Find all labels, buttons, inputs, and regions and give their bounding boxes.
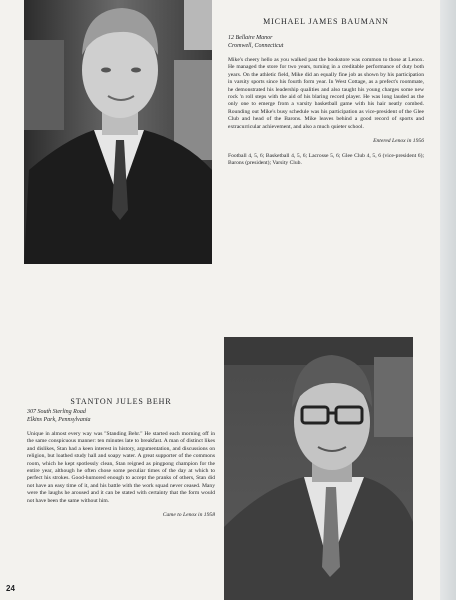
page-number: 24 (6, 584, 15, 593)
student-name: MICHAEL JAMES BAUMANN (263, 17, 389, 26)
portrait-image (24, 0, 212, 264)
entered-year: Entered Lenox in 1956 (373, 138, 424, 145)
entry-stanton-behr (27, 397, 215, 518)
address-line-2: Elkins Park, Pennsylvania (27, 416, 91, 423)
address-line-1: 12 Bellaire Manor (228, 35, 273, 41)
student-name: STANTON JULES BEHR (70, 397, 172, 406)
activities-list: Football 4, 5, 6; Basketball 4, 5, 6; Lacrosse 5, 6; Glee Club 4, 5, 6 (vice-president 6); Barons (president); Varsity Club. (228, 153, 424, 167)
address-line-1: 307 South Sterling Road (27, 409, 86, 415)
entered-year: Came to Lenox in 1958 (162, 512, 215, 519)
biography-text: Unique in almost every way was "Standing Behr." He started each morning off in the same conspicuous manner: ten minutes late to breakfast. A man of distinct likes and dislikes, Stan had a keen interest in history, argumentation, and discussions on religion, but loathed study hall and soapy water. A great supporter of the commons room, which he kept spotlessly clean, Stan reigned as pingpong champion for the entire year, although he often chose some peculiar times of the day at which to perfect his strokes. Good-humored enough to accept the pranks of others, Stan did not have an easy time of it, and his battle with the work squad never ceased. Many were the laughs he aroused and it can be stated with certainty that the form would not have been the same without him. (27, 431, 215, 504)
portrait-photo-stanton-behr (224, 337, 413, 600)
portrait-photo-michael-baumann (24, 0, 212, 264)
entry-michael-baumann (228, 17, 424, 168)
portrait-image (224, 337, 413, 600)
page-edge (440, 0, 456, 600)
biography-text: Mike's cheery hello as you walked past the bookstore was common to those at Lenox. He managed the store for two years, turning in a creditable performance of duty both years. On the athletic field, Mike did an equally fine job as shown by his participation in varsity sports since his fourth form year. In West Cottage, as a prefect's roommate, he demonstrated his leadership qualities and also taught his young charges some new rock 'n roll steps with the aid of his blaring record player. He was long lauded as the only one to emerge from a varsity basketball game with his hair neatly combed. Rounding out Mike's busy schedule was his participation as vice-president of the Glee Club and head of the Barons. Mike leaves behind a good record of sports and extracurricular achievement, and also a much quieter school. (228, 57, 424, 130)
address-line-2: Cromwell, Connecticut (228, 42, 284, 49)
